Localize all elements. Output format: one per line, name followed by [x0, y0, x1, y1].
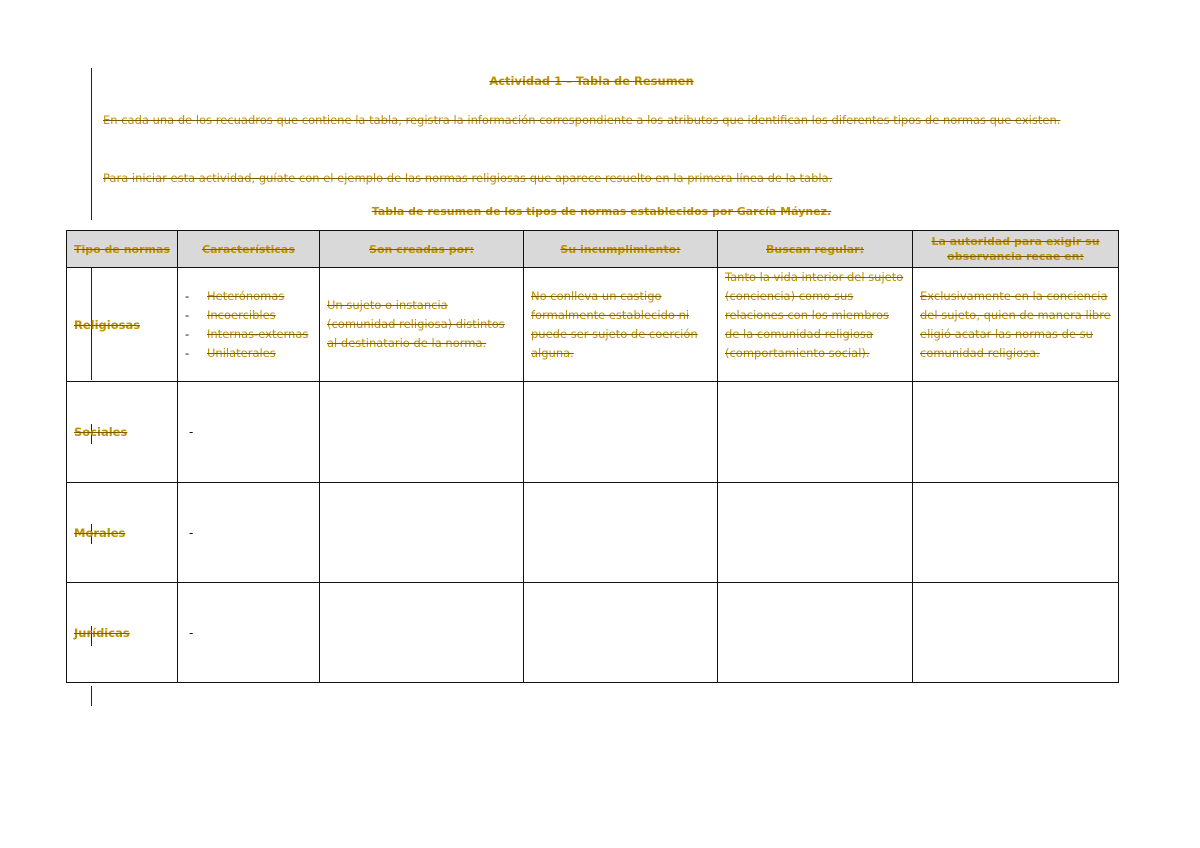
characteristics-cell[interactable]: [178, 583, 320, 683]
header-son-creadas-por: Son creadas por:: [320, 231, 524, 268]
header-caracteristicas: Características: [178, 231, 320, 268]
header-buscan-regular: Buscan regular:: [718, 231, 913, 268]
list-item: - Unilaterales: [185, 345, 276, 360]
non-compliance-cell: [524, 268, 718, 382]
bullet-dash: -: [189, 525, 194, 540]
row-label: Morales: [74, 525, 126, 540]
characteristics-cell[interactable]: [178, 483, 320, 583]
table-row-juridicas: [67, 583, 1119, 683]
created-by-cell[interactable]: [320, 583, 524, 683]
non-compliance-cell[interactable]: [524, 382, 718, 483]
regulate-cell[interactable]: [718, 382, 913, 483]
table-header-row: [67, 231, 1119, 268]
row-label: Jurídicas: [74, 625, 130, 640]
non-compliance-cell[interactable]: [524, 583, 718, 683]
table-title: Tabla de resumen de los tipos de normas establecidos por García Máynez.: [371, 205, 832, 218]
regulate-cell[interactable]: [718, 583, 913, 683]
header-su-incumplimiento: Su incumplimiento:: [524, 231, 718, 268]
instruction-paragraph-1: En cada una de los recuadros que contiene la tabla, registra la información correspondiente a los atributos que identifican los diferentes tipos de normas que existen.: [103, 113, 1061, 127]
list-item: - Heterónomas: [185, 288, 285, 303]
non-compliance-text: No conlleva un castigo formalmente establecido ni puede ser sujeto de coerción alguna.: [531, 288, 698, 360]
created-by-cell[interactable]: [320, 382, 524, 483]
non-compliance-cell[interactable]: [524, 483, 718, 583]
change-bar: [91, 68, 92, 220]
instruction-paragraph-2: Para iniciar esta actividad, guíate con el ejemplo de las normas religiosas que aparece resuelto en la primera línea de la tabla.: [103, 171, 833, 185]
document-title: Actividad 1 – Tabla de Resumen: [489, 74, 694, 88]
table-row-sociales: [67, 382, 1119, 483]
regulate-cell: [718, 268, 913, 382]
authority-cell[interactable]: [913, 382, 1119, 483]
row-label-cell: [67, 483, 178, 583]
bullet-dash: -: [189, 425, 194, 439]
authority-text: Exclusivamente en la conciencia del sujeto, quien de manera libre eligió acatar las normas de su comunidad religiosa.: [920, 288, 1111, 360]
regulate-cell[interactable]: [718, 483, 913, 583]
row-label: Sociales: [74, 425, 128, 439]
row-label-cell: [67, 268, 178, 382]
change-bar: [91, 686, 92, 706]
characteristics-list: [185, 287, 312, 363]
authority-cell[interactable]: [913, 583, 1119, 683]
created-by-text: Un sujeto o instancia (comunidad religiosa) distintos al destinatario de la norma.: [327, 298, 505, 350]
summary-table: [66, 230, 1119, 683]
bullet-dash: -: [189, 625, 194, 640]
list-item: - Internas-externas: [185, 326, 309, 341]
created-by-cell: [320, 268, 524, 382]
authority-cell: [913, 268, 1119, 382]
authority-cell[interactable]: [913, 483, 1119, 583]
table-row-morales: [67, 483, 1119, 583]
row-label-cell: [67, 382, 178, 483]
characteristics-cell[interactable]: [178, 382, 320, 483]
row-label-cell: [67, 583, 178, 683]
header-autoridad: La autoridad para exigir su observancia recae en:: [913, 231, 1119, 268]
regulate-text: Tanto la vida interior del sujeto (conciencia) como sus relaciones con los miembros de la comunidad religiosa (comportamiento social).: [725, 270, 904, 360]
characteristics-cell: [178, 268, 320, 382]
row-label: Religiosas: [74, 317, 141, 332]
header-tipo-de-normas: Tipo de normas: [67, 231, 178, 268]
created-by-cell[interactable]: [320, 483, 524, 583]
list-item: - Incoercibles: [185, 307, 276, 322]
table-row-religiosas: [67, 268, 1119, 382]
